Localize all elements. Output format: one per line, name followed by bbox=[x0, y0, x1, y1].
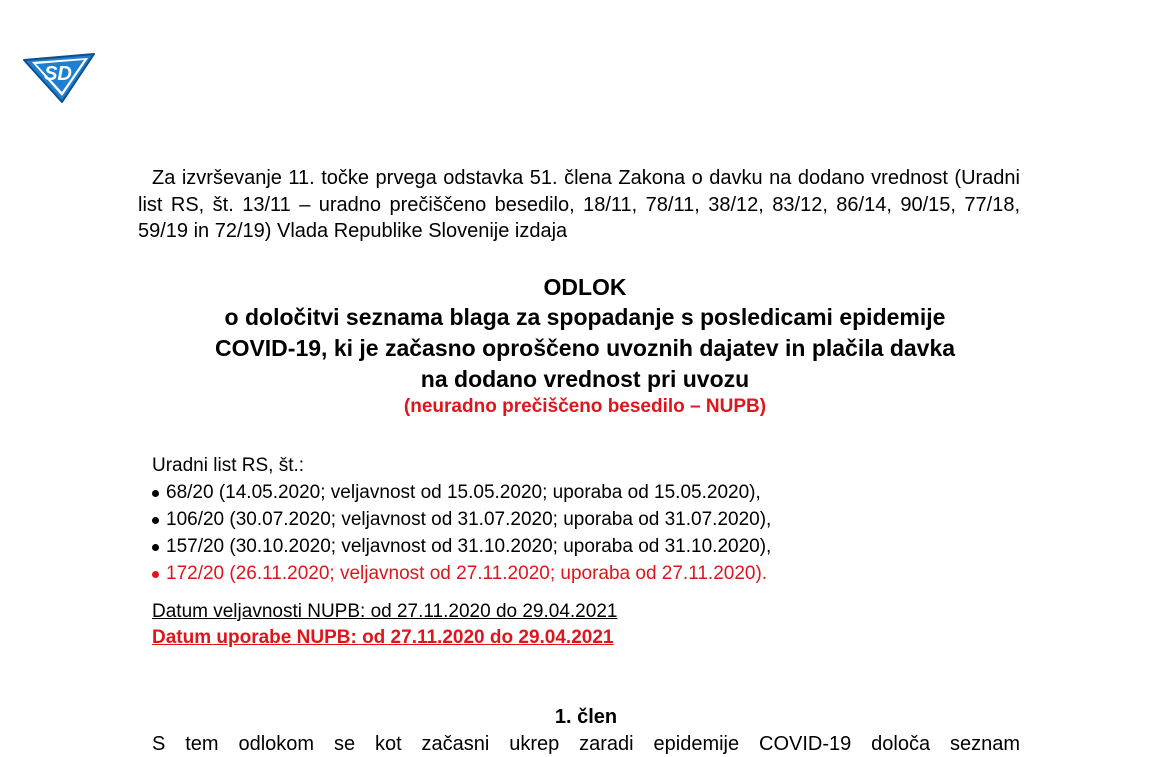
gazette-label: Uradni list RS, št.: bbox=[152, 455, 305, 476]
gazette-item-text: 172/20 (26.11.2020; veljavnost od 27.11.2020; uporaba od 27.11.2020). bbox=[166, 563, 768, 584]
gazette-item bbox=[152, 533, 1012, 560]
sd-logo bbox=[22, 50, 96, 104]
usage-date: Datum uporabe NUPB: od 27.11.2020 do 29.04.2021 bbox=[152, 627, 614, 648]
bullet-icon bbox=[152, 490, 159, 497]
gazette-item bbox=[152, 479, 1012, 506]
intro-text: Za izvrševanje 11. točke prvega odstavka 51. člena Zakona o davku na dodano vrednost (Uradni list RS, št. 13/11 – uradno prečiščeno besedilo, 18/11, 78/11, 38/12, 83/12, 86/14, 90/15, 77/18, 59/19 in 72/19) Vlada Republike Slovenije izdaja bbox=[138, 167, 1020, 242]
gazette-item-text: 157/20 (30.10.2020; veljavnost od 31.10.2020; uporaba od 31.10.2020), bbox=[166, 536, 772, 557]
document-title: ODLOK bbox=[543, 274, 627, 300]
gazette-list bbox=[152, 479, 1012, 587]
bullet-icon bbox=[152, 571, 159, 578]
gazette-item-highlighted bbox=[152, 560, 1012, 587]
validity-dates bbox=[152, 599, 617, 651]
title-line-3: na dodano vrednost pri uvozu bbox=[420, 366, 750, 392]
gazette-item-text: 106/20 (30.07.2020; veljavnost od 31.07.2020; uporaba od 31.07.2020), bbox=[166, 509, 772, 530]
document-subtitle: (neuradno prečiščeno besedilo – NUPB) bbox=[403, 396, 767, 417]
intro-paragraph bbox=[138, 165, 1020, 245]
gazette-references bbox=[152, 452, 1012, 587]
title-line-1: o določitvi seznama blaga za spopadanje s posledicami epidemije bbox=[224, 304, 946, 330]
bullet-icon bbox=[152, 544, 159, 551]
logo-text: SD bbox=[44, 63, 72, 85]
title-block bbox=[130, 272, 1040, 419]
article-text: S tem odlokom se kot začasni ukrep zaradi epidemije COVID-19 določa seznam bbox=[152, 733, 1020, 755]
title-line-2: COVID-19, ki je začasno oproščeno uvoznih dajatev in plačila davka bbox=[214, 335, 956, 361]
article-heading: 1. člen bbox=[554, 706, 618, 728]
gazette-item bbox=[152, 506, 1012, 533]
validity-date: Datum veljavnosti NUPB: od 27.11.2020 do 29.04.2021 bbox=[152, 601, 618, 622]
gazette-item-text: 68/20 (14.05.2020; veljavnost od 15.05.2020; uporaba od 15.05.2020), bbox=[166, 482, 761, 503]
bullet-icon bbox=[152, 517, 159, 524]
